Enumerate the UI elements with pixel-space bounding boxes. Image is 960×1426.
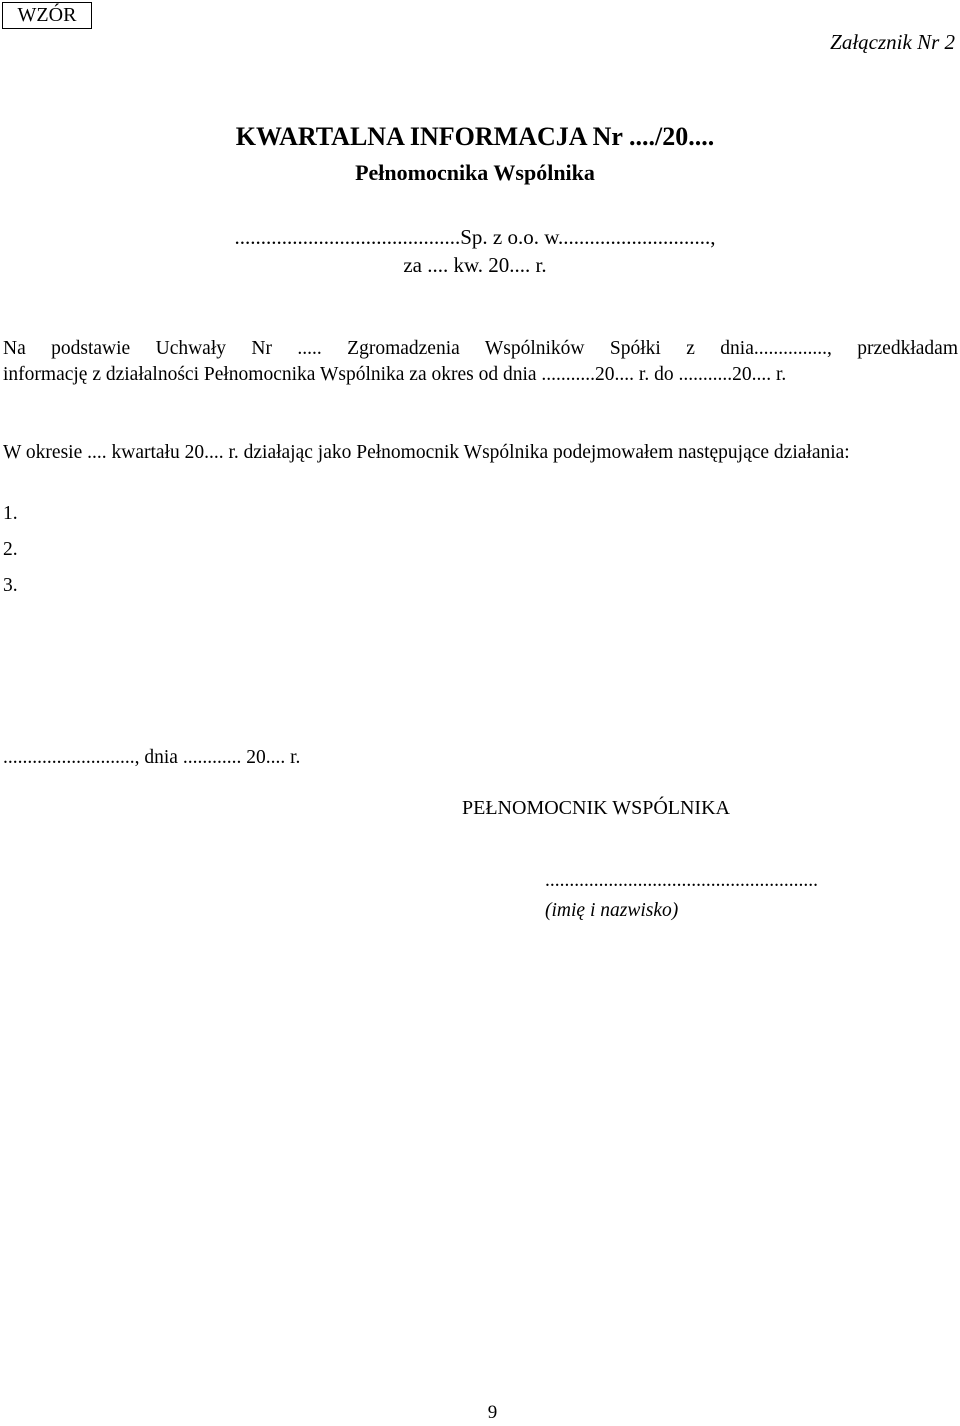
company-line: ...........................................Sp. z o.o. w............................., xyxy=(234,225,716,249)
signature-name-label: (imię i nazwisko) xyxy=(545,900,679,921)
signature-role: PEŁNOMOCNIK WSPÓLNIKA xyxy=(462,797,730,819)
list-item: 3. xyxy=(3,575,18,596)
list-item: 2. xyxy=(3,539,18,560)
paragraph-activities: W okresie .... kwartału 20.... r. działając jako Pełnomocnik Wspólnika podejmowałem następujące działania: xyxy=(3,442,850,463)
page-number: 9 xyxy=(487,1402,498,1423)
attachment-label: Załącznik Nr 2 xyxy=(830,30,955,54)
signature-line: ........................................................ xyxy=(545,870,818,891)
place-date-line: ..........................., dnia ............ 20.... r. xyxy=(3,747,301,768)
paragraph-basis-line-2: informację z działalności Pełnomocnika Wspólnika za okres od dnia ...........20.... r. do ...........20.... r. xyxy=(3,364,787,385)
list-item: 1. xyxy=(3,503,18,524)
paragraph-basis-line-1: Na podstawie Uchwały Nr ..... Zgromadzenia Wspólników Spółki z dnia..............., przedkładam xyxy=(3,338,958,359)
document-title: KWARTALNA INFORMACJA Nr ..../20.... xyxy=(235,122,715,151)
document-subtitle: Pełnomocnika Wspólnika xyxy=(355,160,595,185)
period-line: za .... kw. 20.... r. xyxy=(403,253,547,277)
template-stamp: WZÓR xyxy=(2,2,92,29)
